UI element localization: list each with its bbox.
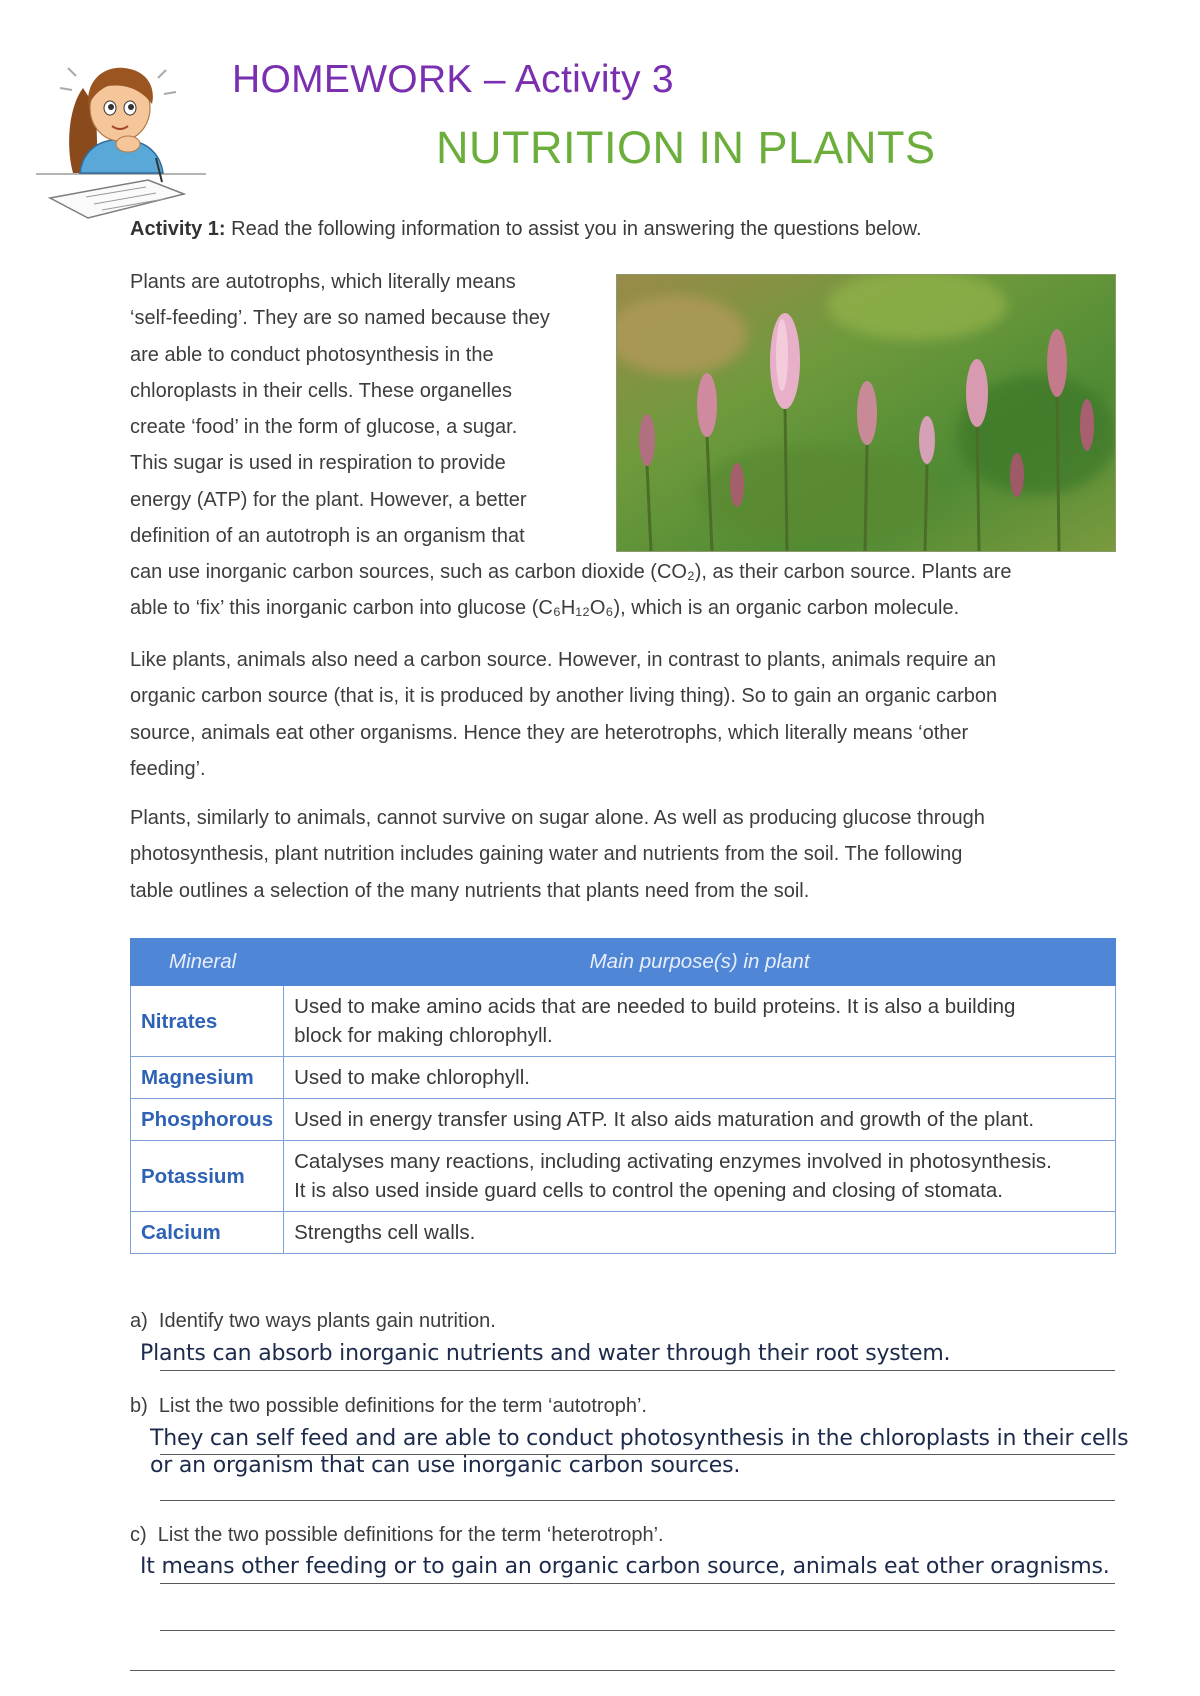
question-text: List the two possible definitions for the term ‘heterotroph’. bbox=[157, 1524, 664, 1546]
table-header-row bbox=[131, 939, 1116, 986]
paragraph-line: photosynthesis, plant nutrition includes gaining water and nutrients from the soil. The following bbox=[130, 843, 963, 866]
purpose-cell bbox=[284, 1212, 1116, 1254]
question-c bbox=[130, 1524, 664, 1547]
question-text: List the two possible definitions for the term ‘autotroph’. bbox=[158, 1395, 647, 1417]
answer-c-line-1[interactable]: It means other feeding or to gain an organic carbon source, animals eat other oragnisms. bbox=[140, 1554, 1110, 1579]
nutrition-paragraph bbox=[130, 800, 1110, 909]
purpose-line: Used in energy transfer using ATP. It also aids maturation and growth of the plant. bbox=[294, 1108, 1035, 1131]
question-b bbox=[130, 1395, 647, 1418]
question-a bbox=[130, 1310, 496, 1333]
intro-paragraph-wrapped bbox=[130, 264, 610, 554]
answer-line bbox=[160, 1630, 1115, 1631]
mineral-cell: Magnesium bbox=[131, 1057, 284, 1099]
homework-title: HOMEWORK – Activity 3 bbox=[232, 58, 674, 101]
girl-thinking-illustration bbox=[28, 48, 228, 223]
purpose-line: Catalyses many reactions, including activating enzymes involved in photosynthesis. bbox=[294, 1150, 1052, 1173]
answer-a-line-1[interactable]: Plants can absorb inorganic nutrients and water through their root system. bbox=[140, 1341, 951, 1366]
mineral-cell: Nitrates bbox=[131, 986, 284, 1057]
answer-line bbox=[160, 1500, 1115, 1501]
paragraph-line: Plants, similarly to animals, cannot survive on sugar alone. As well as producing glucose through bbox=[130, 807, 985, 829]
purpose-line: Used to make chlorophyll. bbox=[294, 1066, 530, 1089]
purpose-cell bbox=[284, 1141, 1116, 1212]
intro-line: able to ‘fix’ this inorganic carbon into glucose (C₆H₁₂O₆), which is an organic carbon molecule. bbox=[130, 597, 960, 620]
intro-line: Plants are autotrophs, which literally means bbox=[130, 271, 516, 293]
answer-b-line-1[interactable]: They can self feed and are able to conduct photosynthesis in the chloroplasts in their cells bbox=[150, 1426, 1129, 1451]
purpose-cell bbox=[284, 1057, 1116, 1099]
intro-line: ‘self-feeding’. They are so named because they bbox=[130, 307, 550, 330]
table-row bbox=[131, 1099, 1116, 1141]
purpose-line: Used to make amino acids that are needed to build proteins. It is also a building bbox=[294, 995, 1016, 1018]
answer-b-line-2[interactable]: or an organism that can use inorganic carbon sources. bbox=[150, 1453, 741, 1478]
table-row bbox=[131, 1141, 1116, 1212]
intro-line: definition of an autotroph is an organism that bbox=[130, 525, 525, 548]
heterotroph-paragraph bbox=[130, 642, 1110, 787]
purpose-line: block for making chlorophyll. bbox=[294, 1024, 553, 1047]
answer-line bbox=[160, 1370, 1115, 1371]
purpose-line: Strengths cell walls. bbox=[294, 1221, 476, 1244]
intro-line: are able to conduct photosynthesis in the bbox=[130, 343, 494, 366]
paragraph-line: feeding’. bbox=[130, 757, 206, 780]
question-label: c) bbox=[130, 1524, 147, 1546]
intro-line: chloroplasts in their cells. These organelles bbox=[130, 379, 513, 402]
table-row bbox=[131, 1057, 1116, 1099]
paragraph-line: organic carbon source (that is, it is produced by another living thing). So to gain an organic carbon bbox=[130, 685, 998, 708]
paragraph-line: source, animals eat other organisms. Hence they are heterotrophs, which literally means ‘other bbox=[130, 721, 969, 744]
paragraph-line: table outlines a selection of the many nutrients that plants need from the soil. bbox=[130, 879, 810, 902]
answer-line bbox=[160, 1583, 1115, 1584]
activity-text: Read the following information to assist you in answering the questions below. bbox=[231, 218, 922, 240]
purpose-cell bbox=[284, 1099, 1116, 1141]
table-row bbox=[131, 986, 1116, 1057]
mineral-nutrients-table bbox=[130, 938, 1116, 1254]
mineral-cell: Phosphorous bbox=[131, 1099, 284, 1141]
mineral-cell: Potassium bbox=[131, 1141, 284, 1212]
topic-title: NUTRITION IN PLANTS bbox=[436, 122, 936, 173]
activity-label: Activity 1: bbox=[130, 218, 226, 240]
intro-line: energy (ATP) for the plant. However, a better bbox=[130, 488, 527, 511]
purpose-cell bbox=[284, 986, 1116, 1057]
question-label: b) bbox=[130, 1395, 148, 1417]
intro-paragraph-continued bbox=[130, 554, 1120, 627]
question-label: a) bbox=[130, 1310, 148, 1332]
answer-line bbox=[130, 1670, 1115, 1671]
column-header-purpose: Main purpose(s) in plant bbox=[284, 939, 1116, 986]
intro-line: can use inorganic carbon sources, such as carbon dioxide (CO₂), as their carbon source. Plants are bbox=[130, 561, 1012, 583]
plants-flower-photo bbox=[616, 274, 1116, 552]
paragraph-line: Like plants, animals also need a carbon source. However, in contrast to plants, animals require an bbox=[130, 649, 997, 671]
intro-line: create ‘food’ in the form of glucose, a sugar. bbox=[130, 416, 518, 439]
question-text: Identify two ways plants gain nutrition. bbox=[158, 1310, 496, 1332]
column-header-mineral: Mineral bbox=[131, 939, 284, 986]
purpose-line: It is also used inside guard cells to control the opening and closing of stomata. bbox=[294, 1179, 1003, 1202]
intro-line: This sugar is used in respiration to provide bbox=[130, 452, 506, 475]
table-row bbox=[131, 1212, 1116, 1254]
activity-instruction bbox=[130, 214, 1110, 244]
mineral-cell: Calcium bbox=[131, 1212, 284, 1254]
